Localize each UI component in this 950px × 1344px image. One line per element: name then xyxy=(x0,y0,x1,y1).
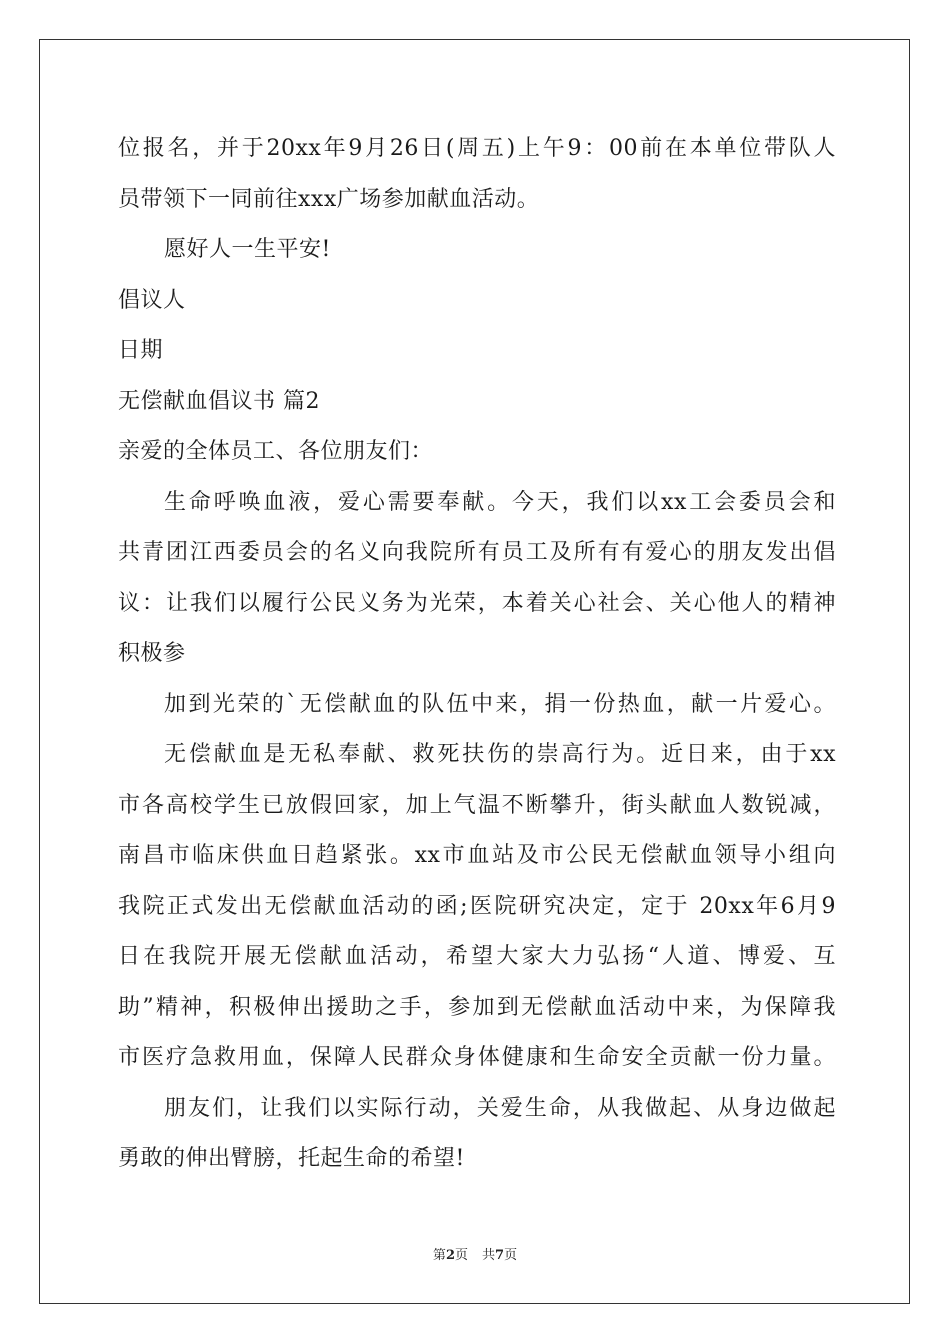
footer-total-suffix: 页 xyxy=(504,1248,518,1263)
page-footer xyxy=(0,1247,950,1265)
section-heading: 无偿献血倡议书 篇2 xyxy=(118,388,320,414)
current-page-number: 2 xyxy=(445,1248,455,1263)
text-line: 议：让我们以履行公民义务为光荣，本着关心社会、关心他人的精神 xyxy=(118,590,836,616)
text-line: 共青团江西委员会的名义向我院所有员工及所有有爱心的朋友发出倡 xyxy=(118,540,836,565)
text-line: 勇敢的伸出臂膀，托起生命的希望! xyxy=(118,1146,465,1171)
text-line: 积极参 xyxy=(118,641,186,666)
total-page-count: 7 xyxy=(495,1248,505,1263)
text-line: 生命呼唤血液，爱心需要奉献。今天，我们以xx工会委员会和 xyxy=(164,489,836,515)
footer-prefix: 第 xyxy=(432,1248,446,1263)
text-line: 市医疗急救用血，保障人民群众身体健康和生命安全贡献一份力量。 xyxy=(118,1045,836,1070)
text-line: 市各高校学生已放假回家，加上气温不断攀升，街头献血人数锐减， xyxy=(118,792,836,818)
document-body xyxy=(118,124,836,1185)
date-label: 日期 xyxy=(118,338,164,363)
text-line: 加到光荣的`无偿献血的队伍中来，捐一份热血，献一片爱心。 xyxy=(164,691,836,717)
salutation: 亲爱的全体员工、各位朋友们： xyxy=(118,439,434,464)
footer-total-prefix: 共 xyxy=(482,1248,496,1263)
text-line: 助”精神，积极伸出援助之手，参加到无偿献血活动中来，为保障我 xyxy=(118,994,836,1020)
signature-label: 倡议人 xyxy=(118,287,186,313)
text-line: 我院正式发出无偿献血活动的函;医院研究决定，定于 20xx年6月9 xyxy=(118,893,836,919)
footer-page-suffix: 页 xyxy=(454,1248,468,1263)
text-line: 员带领下一同前往xxx广场参加献血活动。 xyxy=(118,186,540,212)
text-line: 南昌市临床供血日趋紧张。xx市血站及市公民无偿献血领导小组向 xyxy=(118,843,836,868)
text-line: 日在我院开展无偿献血活动，希望大家大力弘扬“人道、博爱、互 xyxy=(118,944,836,969)
text-line: 朋友们，让我们以实际行动，关爱生命，从我做起、从身边做起 xyxy=(164,1095,836,1121)
text-line: 无偿献血是无私奉献、救死扶伤的崇高行为。近日来，由于xx xyxy=(164,742,836,767)
text-line: 愿好人一生平安! xyxy=(164,237,331,262)
text-line: 位报名，并于20xx年9月26日(周五)上午9：00前在本单位带队人 xyxy=(118,136,836,161)
